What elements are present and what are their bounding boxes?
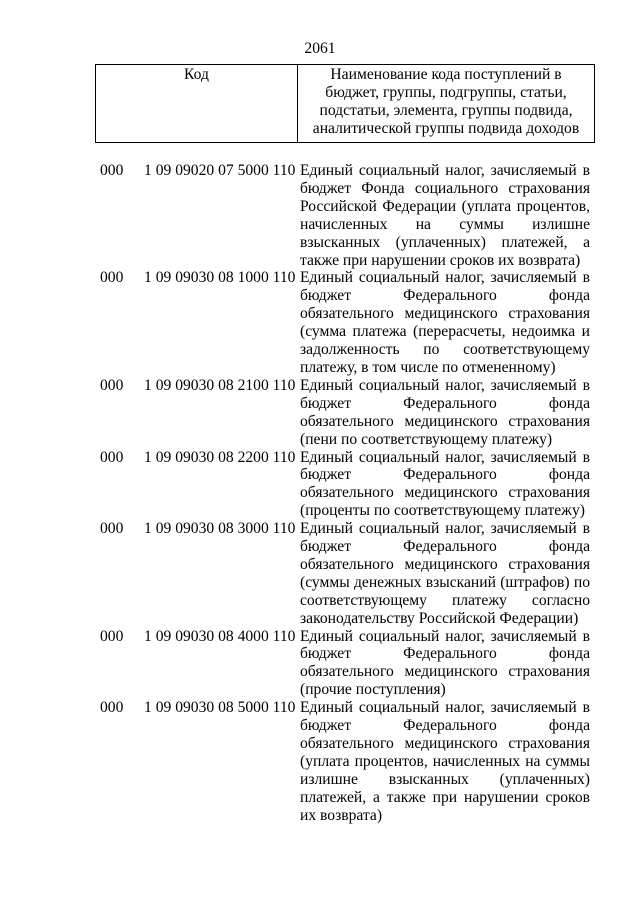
table-row: [100, 699, 590, 824]
code-description: Единый социальный налог, зачисляемый в бюджет Фонда социального страхования Российской Федерации (уплата процентов, начисленных на суммы излишне взысканных (уплаченных) платежей, а также при нарушении сроков их возврата): [300, 162, 590, 269]
table-row: [100, 628, 590, 700]
header-code-label: Код: [96, 65, 298, 142]
admin-code: 000: [100, 627, 124, 645]
page-number: 2061: [304, 40, 336, 57]
header-name-label: Наименование кода поступлений в бюджет, группы, подгруппы, статьи, подстатьи, элемента, группы подвида, аналитической группы подвида доходов: [312, 66, 580, 137]
admin-code: 000: [100, 699, 124, 717]
code-description: Единый социальный налог, зачисляемый в бюджет Федерального фонда обязательного медицинского страхования (сумма платежа (перерасчеты, недоимка и задолженность по соответствующему платежу, в том числе по отмененному): [300, 269, 590, 376]
code-description: Единый социальный налог, зачисляемый в бюджет Федерального фонда обязательного медицинского страхования (пени по соответствующему платежу): [300, 376, 590, 448]
budget-code: 1 09 09030 08 2100 110: [144, 376, 296, 394]
admin-code: 000: [100, 162, 124, 179]
admin-code: 000: [100, 376, 124, 394]
income-code-list: [100, 162, 590, 825]
table-row: [100, 269, 590, 376]
table-row: [100, 449, 590, 521]
budget-code: 1 09 09030 08 5000 110: [144, 699, 296, 717]
table-header: [95, 64, 595, 143]
admin-code: 000: [100, 520, 124, 538]
code-description: Единый социальный налог, зачисляемый в бюджет Федерального фонда обязательного медицинского страхования (суммы денежных взысканий (штрафов) по соответствующему платежу согласно законодательству Российской Федерации): [300, 520, 590, 627]
table-row: [100, 520, 590, 627]
admin-code: 000: [100, 448, 124, 466]
budget-code: 1 09 09030 08 2200 110: [144, 448, 296, 466]
table-row: [100, 162, 590, 269]
budget-code: 1 09 09030 08 1000 110: [144, 269, 296, 287]
code-description: Единый социальный налог, зачисляемый в бюджет Федерального фонда обязательного медицинского страхования (уплата процентов, начисленных на суммы излишне взысканных (уплаченных) платежей, а также при нарушении сроков их возврата): [300, 699, 590, 824]
budget-code: 1 09 09020 07 5000 110: [144, 162, 296, 179]
code-description: Единый социальный налог, зачисляемый в бюджет Федерального фонда обязательного медицинского страхования (прочие поступления): [300, 627, 590, 699]
table-row: [100, 377, 590, 449]
code-description: Единый социальный налог, зачисляемый в бюджет Федерального фонда обязательного медицинского страхования (проценты по соответствующему платежу): [300, 448, 590, 520]
budget-code: 1 09 09030 08 4000 110: [144, 627, 296, 645]
budget-code: 1 09 09030 08 3000 110: [144, 520, 296, 538]
admin-code: 000: [100, 269, 124, 287]
